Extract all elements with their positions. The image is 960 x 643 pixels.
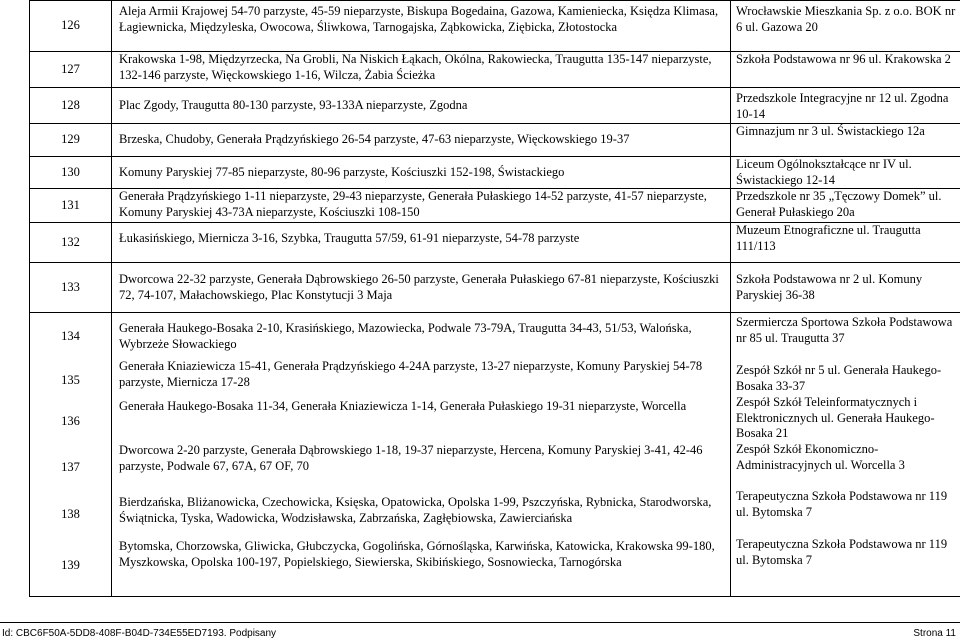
district-number: 127 <box>30 52 112 88</box>
table-row <box>30 88 960 124</box>
table-row <box>30 1 960 52</box>
district-streets: Bierdzańska, Bliżanowicka, Czechowicka, Księska, Opatowicka, Opolska 1-99, Pszczyńska, Rybnicka, Starodworska, Świątnicka, Tyska, Wadowicka, Wodzisławska, Zabrzańska, Zagłębiowska, Zawierciańska <box>112 491 730 535</box>
district-number: 130 <box>30 157 112 189</box>
polling-station: Zespół Szkół Ekonomiczno-Administracyjnych ul. Worcella 3 <box>731 442 960 489</box>
table-row-group <box>30 313 960 597</box>
polling-station: Szermiercza Sportowa Szkoła Podstawowa nr 85 ul. Traugutta 37 <box>731 313 960 363</box>
page-number: Strona 11 <box>913 625 956 643</box>
polling-station: Przedszkole Integracyjne nr 12 ul. Zgodna 10-14 <box>731 88 960 122</box>
district-number: 138 <box>30 493 111 537</box>
district-number: 136 <box>30 401 111 443</box>
district-streets: Aleja Armii Krajowej 54-70 parzyste, 45-59 nieparzyste, Biskupa Bogedaina, Gazowa, Kamieniecka, Księdza Klimasa, Łagiewnicka, Międzyleska, Owocowa, Śliwkowa, Tarnogajska, Ząbkowicka, Ziębicka, Złotostocka <box>112 1 730 35</box>
district-number: 132 <box>30 223 112 263</box>
district-number: 131 <box>30 189 112 223</box>
district-number: 137 <box>30 443 111 493</box>
table-row <box>30 223 960 263</box>
district-number: 139 <box>30 537 111 595</box>
district-number: 134 <box>30 313 111 361</box>
polling-station: Liceum Ogólnokształcące nr IV ul. Świstackiego 12-14 <box>731 157 960 188</box>
polling-station: Gimnazjum nr 3 ul. Świstackiego 12a <box>731 124 960 140</box>
district-streets: Brzeska, Chudoby, Generała Prądzyńskiego 26-54 parzyste, 47-63 nieparzyste, Więckowskiego 19-37 <box>112 132 730 148</box>
district-number: 126 <box>30 1 112 52</box>
page-footer <box>0 622 960 641</box>
district-streets: Plac Zgody, Traugutta 80-130 parzyste, 93-133A nieparzyste, Zgodna <box>112 98 730 114</box>
polling-station: Zespół Szkół Teleinformatycznych i Elektronicznych ul. Generała Haukego-Bosaka 21 <box>731 395 960 442</box>
district-streets: Krakowska 1-98, Międzyrzecka, Na Grobli, Na Niskich Łąkach, Okólna, Rakowiecka, Traugutta 135-147 nieparzyste, 132-146 parzyste, Więckowskiego 1-16, Wilcza, Żabia Ścieżka <box>112 52 730 83</box>
district-streets: Bytomska, Chorzowska, Gliwicka, Głubczycka, Gogolińska, Górnośląska, Karwińska, Katowicka, Krakowska 99-180, Myszkowska, Opolska 100-197, Popielskiego, Siewierska, Skibińskiego, Sosnowiecka, Tarnogórska <box>112 535 730 587</box>
polling-station: Zespół Szkół nr 5 ul. Generała Haukego-Bosaka 33-37 <box>731 363 960 395</box>
district-number: 133 <box>30 263 112 313</box>
district-number: 128 <box>30 88 112 124</box>
polling-station: Szkoła Podstawowa nr 2 ul. Komuny Paryskiej 36-38 <box>731 272 960 303</box>
district-streets: Generała Haukego-Bosaka 2-10, Krasińskiego, Mazowiecka, Podwale 73-79A, Traugutta 34-43, 51/53, Walońska, Wybrzeże Słowackiego <box>112 313 730 357</box>
table-row <box>30 189 960 223</box>
district-streets: Generała Prądzyńskiego 1-11 nieparzyste, 29-43 nieparzyste, Generała Pułaskiego 14-52 parzyste, 41-57 nieparzyste, Komuny Paryskiej 43-73A nieparzyste, Kościuszki 108-150 <box>112 189 730 220</box>
district-numbers-stack <box>30 313 111 595</box>
district-number: 129 <box>30 124 112 157</box>
polling-station: Muzeum Etnograficzne ul. Traugutta 111/113 <box>731 223 960 254</box>
district-streets: Dworcowa 2-20 parzyste, Generała Dąbrowskiego 1-18, 19-37 nieparzyste, Hercena, Komuny Paryskiej 3-41, 42-46 parzyste, Podwale 67, 67A, 67 OF, 70 <box>112 439 730 491</box>
polling-station: Terapeutyczna Szkoła Podstawowa nr 119 ul. Bytomska 7 <box>731 489 960 537</box>
district-streets: Generała Kniaziewicza 15-41, Generała Prądzyńskiego 4-24A parzyste, 13-27 nieparzyste, Komuny Paryskiej 54-78 parzyste, Miernicza 17-28 <box>112 357 730 397</box>
document-id: Id: CBC6F50A-5DD8-408F-B04D-734E55ED7193. Podpisany <box>2 625 276 643</box>
polling-station: Terapeutyczna Szkoła Podstawowa nr 119 ul. Bytomska 7 <box>731 537 960 585</box>
district-streets: Generała Haukego-Bosaka 11-34, Generała Kniaziewicza 1-14, Generała Pułaskiego 19-31 nieparzyste, Worcella <box>112 397 730 439</box>
polling-districts-table <box>29 0 960 597</box>
polling-station: Przedszkole nr 35 „Tęczowy Domek” ul. Generał Pułaskiego 20a <box>731 189 960 220</box>
district-streets: Komuny Paryskiej 77-85 nieparzyste, 80-96 parzyste, Kościuszki 152-198, Świstackiego <box>112 165 730 181</box>
table-row <box>30 124 960 157</box>
district-streets: Łukasińskiego, Miernicza 3-16, Szybka, Traugutta 57/59, 61-91 nieparzyste, 54-78 parzyste <box>112 223 730 247</box>
table-row <box>30 263 960 313</box>
polling-station: Wrocławskie Mieszkania Sp. z o.o. BOK nr 6 ul. Gazowa 20 <box>731 1 960 35</box>
table-row <box>30 157 960 189</box>
polling-station: Szkoła Podstawowa nr 96 ul. Krakowska 2 <box>731 52 960 68</box>
district-number: 135 <box>30 361 111 401</box>
table-row <box>30 52 960 88</box>
district-streets: Dworcowa 22-32 parzyste, Generała Dąbrowskiego 26-50 parzyste, Generała Pułaskiego 67-81 nieparzyste, Kościuszki 72, 74-107, Małachowskiego, Plac Konstytucji 3 Maja <box>112 272 730 303</box>
